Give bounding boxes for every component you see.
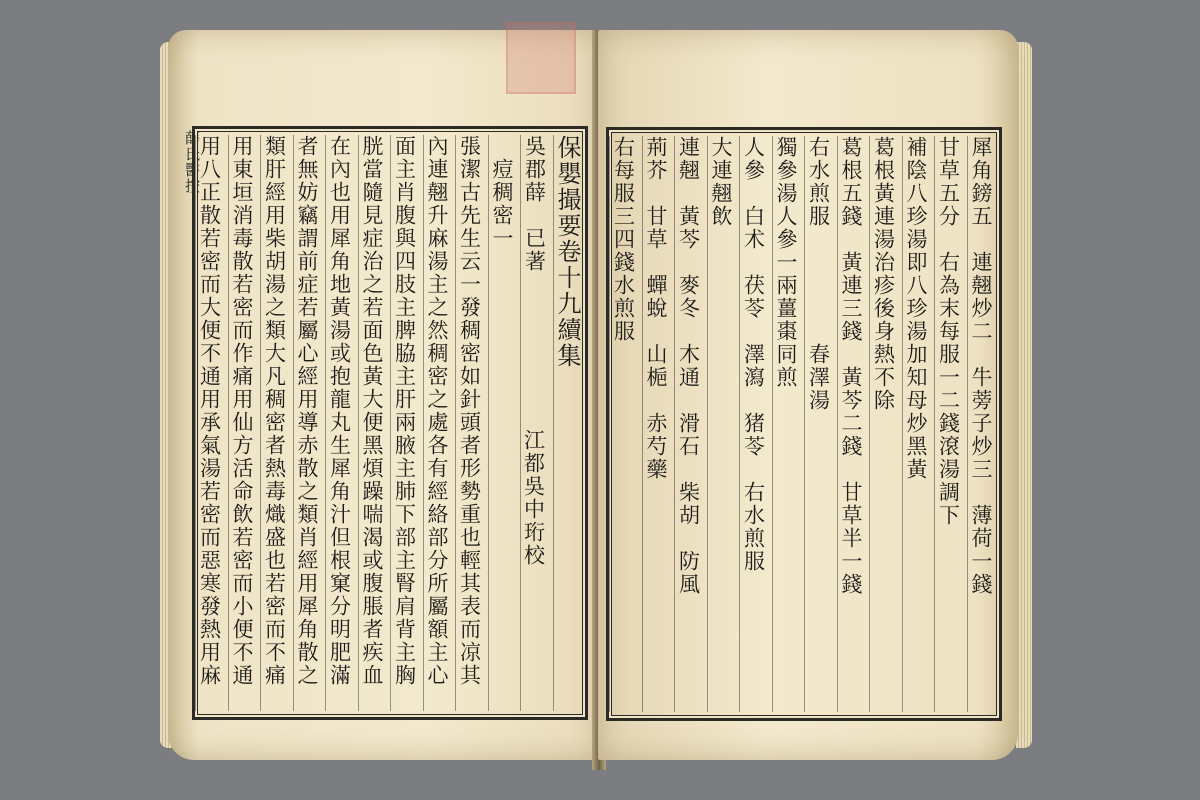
left-text-column: 者無妨竊謂前症若屬心經用導赤散之類肖經用犀角散之 [293, 135, 325, 711]
right-page-edges [1016, 42, 1032, 748]
right-text-column: 甘草五分 右為末每服一二錢滾湯調下 [934, 136, 966, 712]
right-text-column: 連翹 黃芩 麥冬 木通 滑石 柴胡 防風 [674, 136, 706, 712]
left-text-column: 面主肖腹與四肢主脾脇主肝兩腋主肺下部主腎肩背主胸 [390, 135, 422, 711]
left-text-column: 用八正散若密而大便不通用承氣湯若密而惡寒發熱用麻 [195, 135, 227, 711]
left-text-column: 內連翹升麻湯主之然稠密之處各有經絡部分所屬額主心 [423, 135, 455, 711]
open-book [168, 30, 1026, 770]
left-text-column: 痘稠密一 [488, 135, 520, 711]
left-page [168, 30, 600, 760]
right-text-column: 荊芥 甘草 蟬蛻 山梔 赤芍藥 [642, 136, 674, 712]
right-text-column: 葛根五錢 黃連三錢 黃芩二錢 甘草半一錢 [837, 136, 869, 712]
right-text-column: 犀角鎊五 連翹炒二 牛蒡子炒三 薄荷一錢 [967, 136, 999, 712]
left-text-column: 吳郡薛 已著 [520, 135, 552, 711]
left-text-column: 用東垣消毒散若密而作痛用仙方活命飲若密而小便不通 [228, 135, 260, 711]
right-text-column: 大連翹飲 [707, 136, 739, 712]
left-text-column: 保嬰撮要卷十九續集 [553, 135, 585, 711]
left-text-column: 胱當隨見症治之若面色黃大便黑煩躁喘渴或腹脹者疾血 [358, 135, 390, 711]
collector-seal-stamp [506, 22, 576, 94]
left-text-column: 張潔古先生云一發稠密如針頭者形勢重也輕其表而凉其 [455, 135, 487, 711]
editor-credit: 江都吳中珩校 [521, 429, 546, 567]
right-text-column: 人參 白术 茯苓 澤瀉 猪苓 右水煎服 [739, 136, 771, 712]
right-page [598, 30, 1018, 760]
right-text-column: 獨參湯人參一兩薑棗同煎 [772, 136, 804, 712]
left-text-frame [192, 126, 588, 720]
right-text-frame [606, 127, 1002, 721]
right-text-column: 葛根黃連湯治疹後身熱不除 [869, 136, 901, 712]
right-text-column: 補陰八珍湯即八珍湯加知母炒黑黃 [902, 136, 934, 712]
left-text-column: 類肝經用柴胡湯之類大凡稠密者熱毒熾盛也若密而不痛 [260, 135, 292, 711]
left-margin-title: 薛氏醫按 [183, 130, 201, 194]
right-text-column: 右每服三四錢水煎服 [609, 136, 641, 712]
right-text-column: 右水煎服 春澤湯 [804, 136, 836, 712]
left-text-column: 在內也用犀角地黃湯或抱龍丸生犀角汁但根窠分明肥滿 [325, 135, 357, 711]
